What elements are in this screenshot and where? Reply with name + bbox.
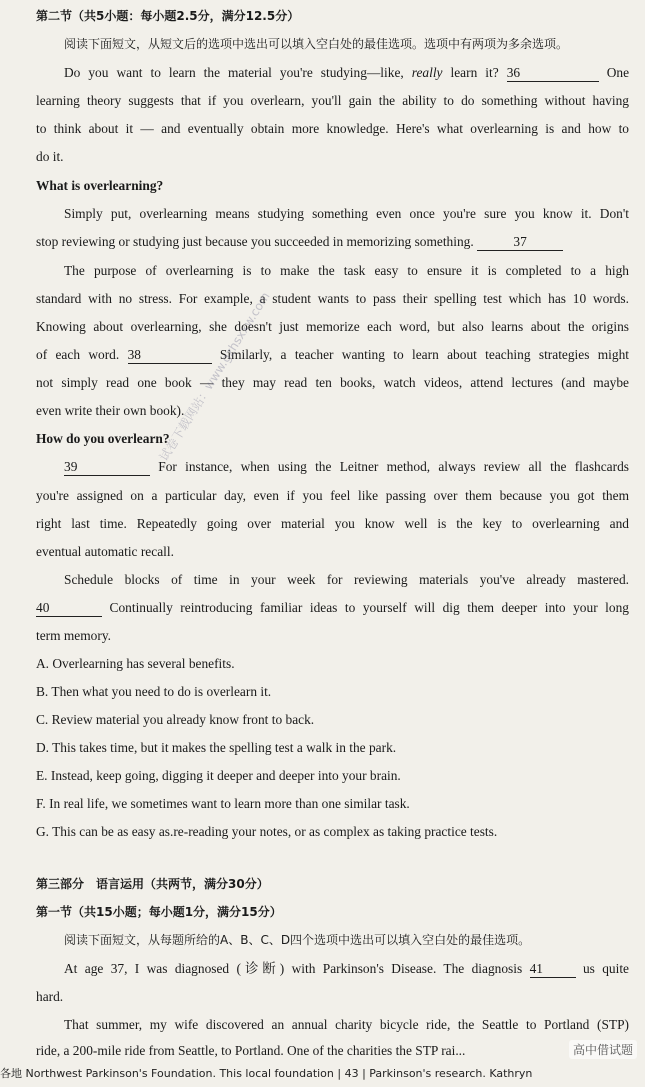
section-subheading: 第一节（共15小题；每小题1分，满分15分） bbox=[36, 905, 282, 919]
paragraph-line: 39 For instance, when using the Leitner method, always review all the flashcards bbox=[64, 459, 629, 474]
paragraph-line: even write their own book). bbox=[36, 403, 185, 418]
paragraph-line: Knowing about overlearning, she doesn't just memorize each word, but also learns about the origins bbox=[36, 319, 629, 334]
blank-40[interactable]: 40 bbox=[36, 599, 102, 617]
paragraph-line: ride, a 200-mile ride from Seattle, to Portland. One of the charities the STP rai... bbox=[36, 1043, 466, 1058]
wechat-badge: 高中借试题 bbox=[569, 1040, 637, 1059]
paragraph-line: do it. bbox=[36, 149, 64, 164]
paragraph-line: eventual automatic recall. bbox=[36, 544, 174, 559]
option-f[interactable]: F. In real life, we sometimes want to learn more than one similar task. bbox=[36, 796, 410, 811]
option-a[interactable]: A. Overlearning has several benefits. bbox=[36, 656, 235, 671]
paragraph-line: of each word. 38 Similarly, a teacher wanting to learn about teaching strategies might bbox=[36, 347, 629, 362]
section-instructions: 阅读下面短文，从短文后的选项中选出可以填入空白处的最佳选项。选项中有两项为多余选项。 bbox=[64, 37, 569, 51]
blank-36[interactable]: 36 bbox=[507, 64, 599, 82]
paragraph-line: learning theory suggests that if you overlearn, you'll gain the ability to do something without having bbox=[36, 93, 629, 108]
paragraph-line: The purpose of overlearning is to make the task easy to ensure it is completed to a high bbox=[64, 263, 629, 278]
blank-41[interactable]: 41 bbox=[530, 960, 576, 978]
section-instructions: 阅读下面短文，从每题所给的A、B、C、D四个选项中选出可以填入空白处的最佳选项。 bbox=[64, 933, 531, 947]
paragraph-line: Simply put, overlearning means studying something even once you're sure you know it. Don't bbox=[64, 206, 629, 221]
paragraph-line: stop reviewing or studying just because you succeeded in memorizing something. 37 bbox=[36, 233, 629, 251]
paragraph-line: hard. bbox=[36, 989, 64, 1004]
blank-39[interactable]: 39 bbox=[64, 458, 150, 476]
part-heading: 第三部分 语言运用（共两节，满分30分） bbox=[36, 877, 269, 891]
paragraph-line: That summer, my wife discovered an annual charity bicycle ride, the Seattle to Portland (STP) bbox=[64, 1017, 629, 1032]
option-c[interactable]: C. Review material you already know front to back. bbox=[36, 712, 315, 727]
paragraph-line: term memory. bbox=[36, 628, 111, 643]
blank-38[interactable]: 38 bbox=[128, 346, 212, 364]
paragraph-line: At age 37, I was diagnosed (诊断) with Parkinson's Disease. The diagnosis 41 us quite bbox=[64, 961, 629, 976]
paragraph-line: standard with no stress. For example, a student wants to pass their spelling test which has 10 words. bbox=[36, 291, 629, 306]
paragraph-line: you're assigned on a particular day, even if you feel like passing over them because you got them bbox=[36, 488, 629, 503]
option-e[interactable]: E. Instead, keep going, digging it deeper and deeper into your brain. bbox=[36, 768, 401, 783]
subheading: How do you overlearn? bbox=[36, 431, 170, 446]
option-g[interactable]: G. This can be as easy as.re-reading your notes, or as complex as taking practice tests. bbox=[36, 824, 498, 839]
paragraph-line: 40 Continually reintroducing familiar ideas to yourself will dig them deeper into your long bbox=[36, 600, 629, 615]
option-d[interactable]: D. This takes time, but it makes the spelling test a walk in the park. bbox=[36, 740, 397, 755]
paragraph-line: not simply read one book — they may read ten books, watch videos, attend lectures (and maybe bbox=[36, 375, 629, 390]
watermark: 试卷下载网站：www.gzhsxxw.com bbox=[156, 289, 273, 464]
footer-strip: 各地 Northwest Parkinson's Foundation. This local foundation | 43 | Parkinson's research. Kathryn bbox=[0, 1067, 533, 1080]
subheading: What is overlearning? bbox=[36, 178, 164, 193]
paragraph-line: to think about it — and eventually obtain more knowledge. Here's what overlearning is and how to bbox=[36, 121, 629, 136]
paragraph-line: Do you want to learn the material you're studying—like, really learn it? 36 One bbox=[64, 65, 629, 80]
blank-37[interactable]: 37 bbox=[477, 233, 563, 251]
option-b[interactable]: B. Then what you need to do is overlearn it. bbox=[36, 684, 272, 699]
section-heading: 第二节（共5小题：每小题2.5分，满分12.5分） bbox=[36, 9, 300, 23]
paragraph-line: Schedule blocks of time in your week for reviewing materials you've already mastered. bbox=[64, 572, 629, 587]
paragraph-line: right last time. Repeatedly going over material you know well is the key to overlearning and bbox=[36, 516, 629, 531]
